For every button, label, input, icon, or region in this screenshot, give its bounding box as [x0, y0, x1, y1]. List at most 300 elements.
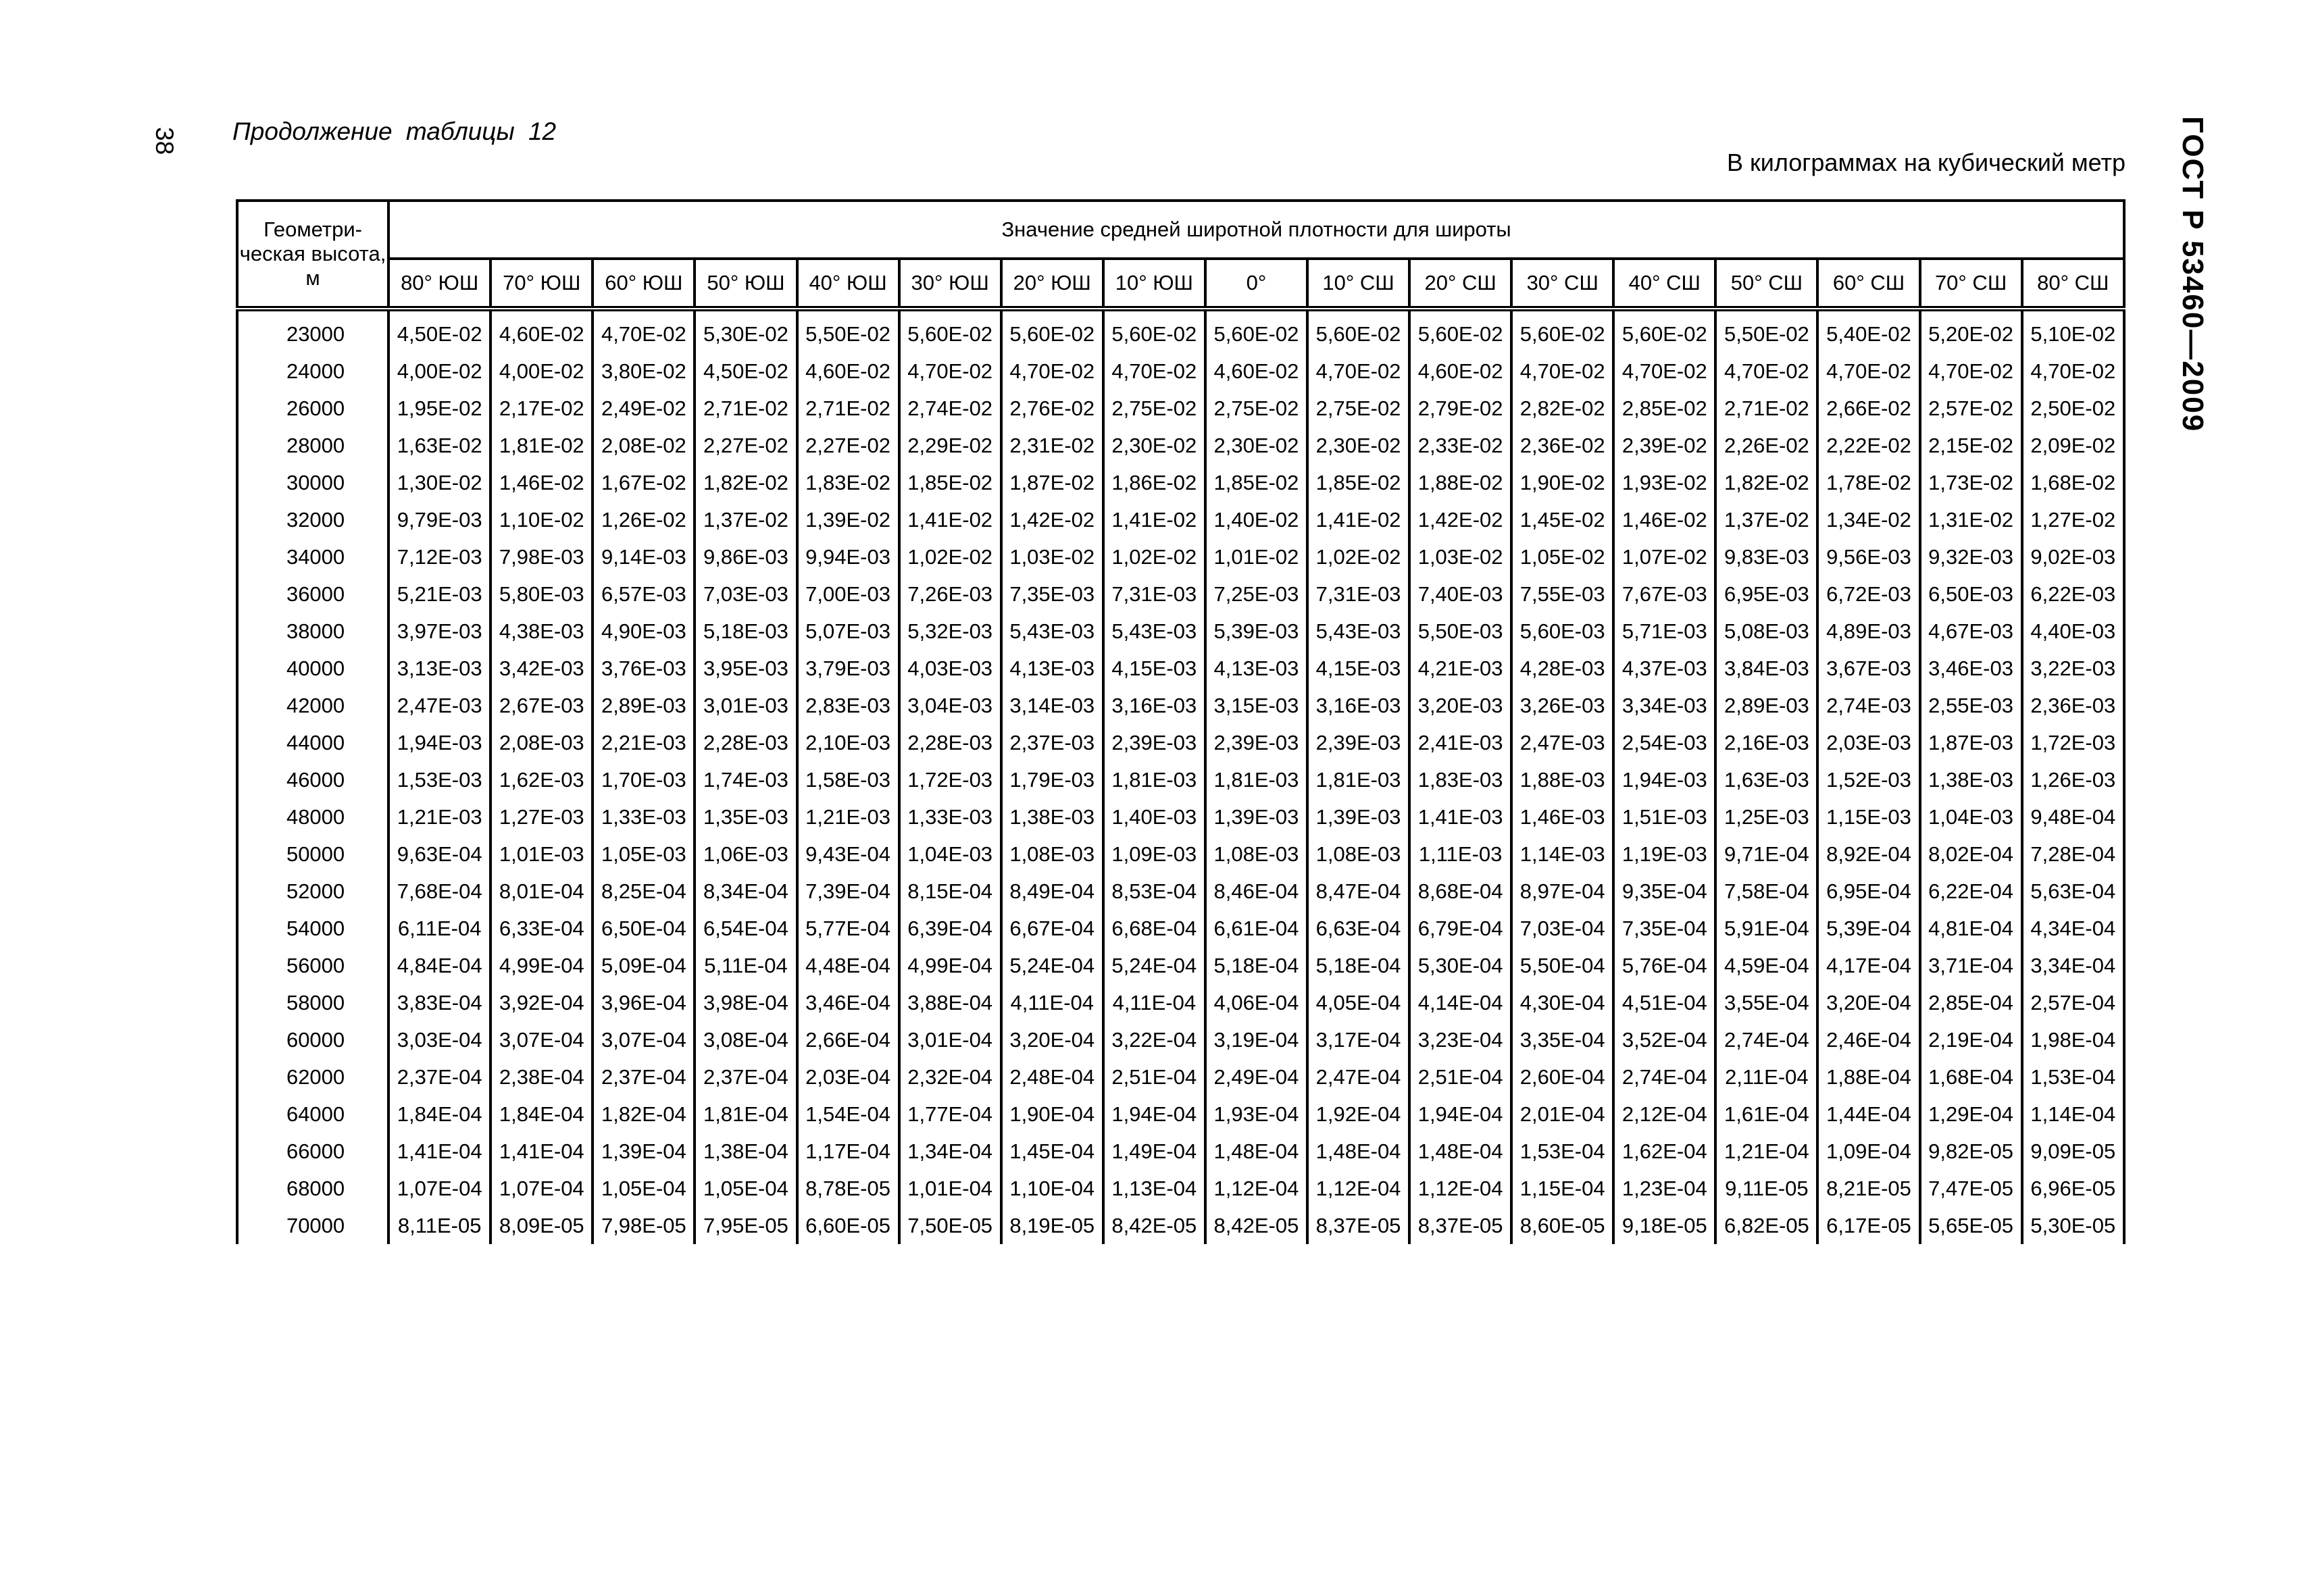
- density-cell: 5,80E-03: [491, 575, 593, 613]
- density-cell: 1,86E-02: [1103, 464, 1205, 501]
- density-cell: 3,96E-04: [593, 984, 695, 1021]
- density-cell: 5,24E-04: [1001, 947, 1103, 984]
- density-cell: 1,07E-04: [491, 1170, 593, 1207]
- density-cell: 1,41E-04: [388, 1133, 491, 1170]
- density-cell: 1,83E-03: [1409, 761, 1511, 798]
- density-cell: 1,45E-02: [1511, 501, 1613, 538]
- density-cell: 3,95E-03: [695, 650, 797, 687]
- density-cell: 1,02E-02: [1307, 538, 1409, 575]
- density-cell: 1,88E-03: [1511, 761, 1613, 798]
- density-cell: 1,63E-03: [1715, 761, 1817, 798]
- density-cell: 2,54E-03: [1613, 724, 1715, 761]
- density-cell: 8,42E-05: [1205, 1207, 1307, 1244]
- density-cell: 4,99E-04: [899, 947, 1001, 984]
- density-cell: 7,47E-05: [1920, 1170, 2022, 1207]
- density-cell: 1,25E-03: [1715, 798, 1817, 835]
- density-cell: 9,56E-03: [1817, 538, 1919, 575]
- density-cell: 8,53E-04: [1103, 873, 1205, 910]
- density-cell: 8,42E-05: [1103, 1207, 1205, 1244]
- latitude-header: 50° СШ: [1715, 259, 1817, 309]
- density-cell: 5,60E-02: [1613, 309, 1715, 353]
- density-cell: 2,32E-04: [899, 1058, 1001, 1096]
- density-cell: 1,41E-02: [1103, 501, 1205, 538]
- density-cell: 5,08E-03: [1715, 613, 1817, 650]
- density-cell: 1,46E-03: [1511, 798, 1613, 835]
- density-cell: 2,03E-03: [1817, 724, 1919, 761]
- density-cell: 4,14E-04: [1409, 984, 1511, 1021]
- density-cell: 3,92E-04: [491, 984, 593, 1021]
- density-cell: 1,15E-04: [1511, 1170, 1613, 1207]
- density-cell: 1,14E-04: [2022, 1096, 2124, 1133]
- density-cell: 1,84E-04: [388, 1096, 491, 1133]
- altitude-cell: 46000: [237, 761, 388, 798]
- density-cell: 5,10E-02: [2022, 309, 2124, 353]
- density-cell: 8,68E-04: [1409, 873, 1511, 910]
- density-cell: 5,09E-04: [593, 947, 695, 984]
- table-row: [237, 390, 2124, 427]
- density-cell: 1,29E-04: [1920, 1096, 2022, 1133]
- density-cell: 3,20E-04: [1001, 1021, 1103, 1058]
- density-cell: 2,36E-02: [1511, 427, 1613, 464]
- density-cell: 2,37E-04: [388, 1058, 491, 1096]
- density-cell: 4,40E-03: [2022, 613, 2124, 650]
- density-cell: 6,50E-04: [593, 910, 695, 947]
- density-cell: 1,53E-03: [388, 761, 491, 798]
- density-cell: 4,60E-02: [1205, 353, 1307, 390]
- density-cell: 3,08E-04: [695, 1021, 797, 1058]
- density-cell: 6,63E-04: [1307, 910, 1409, 947]
- density-cell: 2,46E-04: [1817, 1021, 1919, 1058]
- altitude-cell: 62000: [237, 1058, 388, 1096]
- table-row: [237, 798, 2124, 835]
- density-cell: 4,50E-02: [695, 353, 797, 390]
- density-cell: 1,33E-03: [593, 798, 695, 835]
- density-cell: 1,05E-04: [593, 1170, 695, 1207]
- density-cell: 1,02E-02: [899, 538, 1001, 575]
- density-cell: 1,17E-04: [797, 1133, 899, 1170]
- density-cell: 4,70E-02: [2022, 353, 2124, 390]
- density-cell: 2,66E-04: [797, 1021, 899, 1058]
- altitude-cell: 56000: [237, 947, 388, 984]
- density-cell: 3,42E-03: [491, 650, 593, 687]
- density-cell: 4,70E-02: [593, 309, 695, 353]
- density-cell: 2,66E-02: [1817, 390, 1919, 427]
- density-cell: 6,82E-05: [1715, 1207, 1817, 1244]
- density-cell: 4,70E-02: [1715, 353, 1817, 390]
- altitude-cell: 42000: [237, 687, 388, 724]
- density-cell: 4,37E-03: [1613, 650, 1715, 687]
- table-row: [237, 947, 2124, 984]
- density-cell: 8,15E-04: [899, 873, 1001, 910]
- density-cell: 1,85E-02: [899, 464, 1001, 501]
- density-cell: 5,07E-03: [797, 613, 899, 650]
- density-cell: 1,21E-03: [388, 798, 491, 835]
- altitude-cell: 30000: [237, 464, 388, 501]
- density-cell: 3,01E-04: [899, 1021, 1001, 1058]
- density-cell: 5,60E-02: [1103, 309, 1205, 353]
- density-cell: 1,49E-04: [1103, 1133, 1205, 1170]
- density-cell: 4,06E-04: [1205, 984, 1307, 1021]
- density-cell: 2,85E-04: [1920, 984, 2022, 1021]
- density-cell: 4,99E-04: [491, 947, 593, 984]
- density-cell: 1,27E-02: [2022, 501, 2124, 538]
- density-cell: 8,19E-05: [1001, 1207, 1103, 1244]
- density-cell: 1,04E-03: [899, 835, 1001, 873]
- density-cell: 1,90E-02: [1511, 464, 1613, 501]
- density-cell: 5,43E-03: [1307, 613, 1409, 650]
- density-cell: 6,96E-05: [2022, 1170, 2124, 1207]
- latitude-header: 0°: [1205, 259, 1307, 309]
- density-cell: 1,58E-03: [797, 761, 899, 798]
- density-cell: 1,94E-04: [1103, 1096, 1205, 1133]
- density-cell: 8,37E-05: [1409, 1207, 1511, 1244]
- density-cell: 2,57E-02: [1920, 390, 2022, 427]
- density-cell: 8,60E-05: [1511, 1207, 1613, 1244]
- density-cell: 1,93E-02: [1613, 464, 1715, 501]
- density-cell: 4,13E-03: [1205, 650, 1307, 687]
- density-cell: 2,12E-04: [1613, 1096, 1715, 1133]
- density-cell: 7,28E-04: [2022, 835, 2124, 873]
- density-cell: 9,35E-04: [1613, 873, 1715, 910]
- density-cell: 2,38E-04: [491, 1058, 593, 1096]
- density-cell: 5,50E-04: [1511, 947, 1613, 984]
- density-cell: 1,90E-04: [1001, 1096, 1103, 1133]
- density-cell: 1,03E-02: [1409, 538, 1511, 575]
- density-cell: 2,30E-02: [1205, 427, 1307, 464]
- density-cell: 2,27E-02: [695, 427, 797, 464]
- density-cell: 1,19E-03: [1613, 835, 1715, 873]
- density-cell: 5,50E-02: [1715, 309, 1817, 353]
- density-cell: 1,81E-02: [491, 427, 593, 464]
- density-cell: 4,00E-02: [388, 353, 491, 390]
- table-row: [237, 575, 2124, 613]
- density-cell: 6,72E-03: [1817, 575, 1919, 613]
- density-cell: 2,19E-04: [1920, 1021, 2022, 1058]
- density-cell: 8,49E-04: [1001, 873, 1103, 910]
- density-cell: 1,07E-02: [1613, 538, 1715, 575]
- density-cell: 9,82E-05: [1920, 1133, 2022, 1170]
- density-cell: 1,21E-03: [797, 798, 899, 835]
- altitude-cell: 50000: [237, 835, 388, 873]
- table-row: [237, 873, 2124, 910]
- table-row: [237, 1021, 2124, 1058]
- density-cell: 4,60E-02: [1409, 353, 1511, 390]
- density-cell: 3,71E-04: [1920, 947, 2022, 984]
- density-cell: 1,13E-04: [1103, 1170, 1205, 1207]
- density-cell: 2,51E-04: [1103, 1058, 1205, 1096]
- density-cell: 8,11E-05: [388, 1207, 491, 1244]
- density-cell: 3,16E-03: [1103, 687, 1205, 724]
- density-cell: 2,39E-03: [1205, 724, 1307, 761]
- density-cell: 1,02E-02: [1103, 538, 1205, 575]
- altitude-cell: 66000: [237, 1133, 388, 1170]
- density-cell: 5,18E-03: [695, 613, 797, 650]
- density-cell: 1,98E-04: [2022, 1021, 2124, 1058]
- density-cell: 9,18E-05: [1613, 1207, 1715, 1244]
- density-cell: 6,50E-03: [1920, 575, 2022, 613]
- density-cell: 1,38E-03: [1001, 798, 1103, 835]
- density-cell: 4,59E-04: [1715, 947, 1817, 984]
- latitude-header: 20° СШ: [1409, 259, 1511, 309]
- latitude-header: 40° ЮШ: [797, 259, 899, 309]
- density-cell: 1,45E-04: [1001, 1133, 1103, 1170]
- density-cell: 5,77E-04: [797, 910, 899, 947]
- density-cell: 1,05E-02: [1511, 538, 1613, 575]
- density-cell: 3,20E-04: [1817, 984, 1919, 1021]
- density-cell: 3,19E-04: [1205, 1021, 1307, 1058]
- density-cell: 1,62E-03: [491, 761, 593, 798]
- density-cell: 5,30E-05: [2022, 1207, 2124, 1244]
- density-cell: 3,23E-04: [1409, 1021, 1511, 1058]
- density-cell: 1,82E-02: [695, 464, 797, 501]
- table-row: [237, 687, 2124, 724]
- density-cell: 5,63E-04: [2022, 873, 2124, 910]
- density-cell: 1,33E-03: [899, 798, 1001, 835]
- density-cell: 3,34E-04: [2022, 947, 2124, 984]
- density-cell: 6,95E-04: [1817, 873, 1919, 910]
- density-cell: 2,60E-04: [1511, 1058, 1613, 1096]
- density-cell: 2,75E-02: [1307, 390, 1409, 427]
- density-cell: 2,37E-03: [1001, 724, 1103, 761]
- density-cell: 1,01E-03: [491, 835, 593, 873]
- density-cell: 3,26E-03: [1511, 687, 1613, 724]
- density-cell: 2,28E-03: [899, 724, 1001, 761]
- density-cell: 4,51E-04: [1613, 984, 1715, 1021]
- table-continuation-caption: Продолжение таблицы 12: [232, 118, 557, 145]
- density-cell: 1,41E-02: [899, 501, 1001, 538]
- latitude-header: 30° СШ: [1511, 259, 1613, 309]
- density-cell: 1,12E-04: [1409, 1170, 1511, 1207]
- density-cell: 6,60E-05: [797, 1207, 899, 1244]
- density-cell: 7,12E-03: [388, 538, 491, 575]
- density-cell: 1,87E-02: [1001, 464, 1103, 501]
- density-cell: 1,94E-03: [1613, 761, 1715, 798]
- density-cell: 1,87E-03: [1920, 724, 2022, 761]
- density-cell: 2,48E-04: [1001, 1058, 1103, 1096]
- density-cell: 8,25E-04: [593, 873, 695, 910]
- density-cell: 7,40E-03: [1409, 575, 1511, 613]
- density-cell: 4,67E-03: [1920, 613, 2022, 650]
- density-cell: 7,67E-03: [1613, 575, 1715, 613]
- table-row: [237, 1133, 2124, 1170]
- density-cell: 5,40E-02: [1817, 309, 1919, 353]
- density-cell: 6,57E-03: [593, 575, 695, 613]
- density-cell: 7,26E-03: [899, 575, 1001, 613]
- density-cell: 4,28E-03: [1511, 650, 1613, 687]
- table-row: [237, 309, 2124, 353]
- density-cell: 1,12E-04: [1205, 1170, 1307, 1207]
- density-cell: 5,50E-02: [797, 309, 899, 353]
- density-cell: 8,97E-04: [1511, 873, 1613, 910]
- density-cell: 2,33E-02: [1409, 427, 1511, 464]
- altitude-cell: 44000: [237, 724, 388, 761]
- density-cell: 1,48E-04: [1409, 1133, 1511, 1170]
- density-cell: 2,37E-04: [593, 1058, 695, 1096]
- table-row: [237, 835, 2124, 873]
- density-cell: 1,14E-03: [1511, 835, 1613, 873]
- density-cell: 1,61E-04: [1715, 1096, 1817, 1133]
- density-cell: 1,46E-02: [491, 464, 593, 501]
- density-cell: 1,15E-03: [1817, 798, 1919, 835]
- altitude-cell: 32000: [237, 501, 388, 538]
- density-cell: 1,03E-02: [1001, 538, 1103, 575]
- density-cell: 5,76E-04: [1613, 947, 1715, 984]
- density-cell: 1,84E-04: [491, 1096, 593, 1133]
- density-cell: 5,60E-03: [1511, 613, 1613, 650]
- density-cell: 4,60E-02: [491, 309, 593, 353]
- density-cell: 4,15E-03: [1307, 650, 1409, 687]
- density-cell: 1,42E-02: [1409, 501, 1511, 538]
- density-cell: 1,09E-03: [1103, 835, 1205, 873]
- density-cell: 1,08E-03: [1001, 835, 1103, 873]
- density-cell: 1,54E-04: [797, 1096, 899, 1133]
- density-cell: 1,52E-03: [1817, 761, 1919, 798]
- density-cell: 4,70E-02: [1511, 353, 1613, 390]
- density-cell: 3,07E-04: [491, 1021, 593, 1058]
- density-cell: 5,21E-03: [388, 575, 491, 613]
- density-cell: 4,50E-02: [388, 309, 491, 353]
- density-cell: 5,30E-02: [695, 309, 797, 353]
- density-cell: 4,34E-04: [2022, 910, 2124, 947]
- density-cell: 2,30E-02: [1307, 427, 1409, 464]
- density-cell: 2,11E-04: [1715, 1058, 1817, 1096]
- latitude-header: 50° ЮШ: [695, 259, 797, 309]
- latitude-header-row: [237, 259, 2124, 309]
- density-cell: 5,20E-02: [1920, 309, 2022, 353]
- density-cell: 5,60E-02: [1307, 309, 1409, 353]
- density-cell: 1,26E-03: [2022, 761, 2124, 798]
- table-row: [237, 724, 2124, 761]
- density-cell: 1,39E-04: [593, 1133, 695, 1170]
- density-cell: 3,07E-04: [593, 1021, 695, 1058]
- density-cell: 3,35E-04: [1511, 1021, 1613, 1058]
- density-cell: 1,79E-03: [1001, 761, 1103, 798]
- density-cell: 5,32E-03: [899, 613, 1001, 650]
- altitude-cell: 70000: [237, 1207, 388, 1244]
- density-cell: 5,60E-02: [1511, 309, 1613, 353]
- density-cell: 3,55E-04: [1715, 984, 1817, 1021]
- density-cell: 1,72E-03: [2022, 724, 2124, 761]
- density-cell: 1,27E-03: [491, 798, 593, 835]
- density-cell: 5,60E-02: [1205, 309, 1307, 353]
- density-cell: 8,47E-04: [1307, 873, 1409, 910]
- density-cell: 2,74E-03: [1817, 687, 1919, 724]
- density-cell: 7,35E-04: [1613, 910, 1715, 947]
- density-cell: 1,85E-02: [1205, 464, 1307, 501]
- density-cell: 1,92E-04: [1307, 1096, 1409, 1133]
- density-cell: 6,22E-03: [2022, 575, 2124, 613]
- density-cell: 9,11E-05: [1715, 1170, 1817, 1207]
- density-cell: 5,50E-03: [1409, 613, 1511, 650]
- density-cell: 1,08E-03: [1205, 835, 1307, 873]
- density-cell: 2,74E-04: [1613, 1058, 1715, 1096]
- table-row: [237, 1058, 2124, 1096]
- density-cell: 2,39E-03: [1307, 724, 1409, 761]
- density-cell: 1,26E-02: [593, 501, 695, 538]
- density-cell: 4,17E-04: [1817, 947, 1919, 984]
- density-cell: 2,15E-02: [1920, 427, 2022, 464]
- altitude-cell: 28000: [237, 427, 388, 464]
- density-cell: 1,53E-04: [2022, 1058, 2124, 1096]
- density-cell: 2,47E-03: [1511, 724, 1613, 761]
- density-cell: 7,98E-03: [491, 538, 593, 575]
- density-cell: 2,17E-02: [491, 390, 593, 427]
- density-cell: 5,18E-04: [1205, 947, 1307, 984]
- density-cell: 2,30E-02: [1103, 427, 1205, 464]
- density-cell: 1,88E-02: [1409, 464, 1511, 501]
- density-cell: 2,28E-03: [695, 724, 797, 761]
- density-cell: 5,43E-03: [1001, 613, 1103, 650]
- density-cell: 2,75E-02: [1103, 390, 1205, 427]
- density-cell: 2,67E-03: [491, 687, 593, 724]
- density-cell: 5,30E-04: [1409, 947, 1511, 984]
- units-caption: В килограммах на кубический метр: [1726, 149, 2126, 176]
- density-cell: 1,94E-04: [1409, 1096, 1511, 1133]
- density-cell: 7,58E-04: [1715, 873, 1817, 910]
- density-cell: 1,81E-03: [1205, 761, 1307, 798]
- density-cell: 3,13E-03: [388, 650, 491, 687]
- density-cell: 7,31E-03: [1307, 575, 1409, 613]
- density-cell: 3,22E-03: [2022, 650, 2124, 687]
- density-cell: 1,10E-04: [1001, 1170, 1103, 1207]
- density-cell: 1,39E-03: [1307, 798, 1409, 835]
- density-cell: 1,23E-04: [1613, 1170, 1715, 1207]
- density-cell: 9,09E-05: [2022, 1133, 2124, 1170]
- density-cell: 8,37E-05: [1307, 1207, 1409, 1244]
- altitude-cell: 60000: [237, 1021, 388, 1058]
- density-cell: 8,92E-04: [1817, 835, 1919, 873]
- density-cell: 6,39E-04: [899, 910, 1001, 947]
- density-cell: 5,60E-02: [1409, 309, 1511, 353]
- density-cell: 5,91E-04: [1715, 910, 1817, 947]
- altitude-cell: 52000: [237, 873, 388, 910]
- density-cell: 6,95E-03: [1715, 575, 1817, 613]
- density-cell: 6,79E-04: [1409, 910, 1511, 947]
- density-cell: 9,63E-04: [388, 835, 491, 873]
- density-cell: 1,05E-03: [593, 835, 695, 873]
- density-cell: 1,68E-02: [2022, 464, 2124, 501]
- density-cell: 2,85E-02: [1613, 390, 1715, 427]
- density-cell: 6,11E-04: [388, 910, 491, 947]
- density-cell: 8,78E-05: [797, 1170, 899, 1207]
- density-cell: 9,32E-03: [1920, 538, 2022, 575]
- density-cell: 1,83E-02: [797, 464, 899, 501]
- density-cell: 1,81E-03: [1307, 761, 1409, 798]
- density-cell: 6,68E-04: [1103, 910, 1205, 947]
- density-cell: 8,46E-04: [1205, 873, 1307, 910]
- density-cell: 2,47E-03: [388, 687, 491, 724]
- density-cell: 9,79E-03: [388, 501, 491, 538]
- density-cell: 3,34E-03: [1613, 687, 1715, 724]
- latitude-header: 40° СШ: [1613, 259, 1715, 309]
- group-header-row: [237, 201, 2124, 259]
- density-cell: 7,39E-04: [797, 873, 899, 910]
- density-cell: 2,74E-02: [899, 390, 1001, 427]
- density-cell: 1,42E-02: [1001, 501, 1103, 538]
- density-cell: 1,78E-02: [1817, 464, 1919, 501]
- density-cell: 9,02E-03: [2022, 538, 2124, 575]
- density-cell: 2,26E-02: [1715, 427, 1817, 464]
- altitude-cell: 34000: [237, 538, 388, 575]
- density-cell: 2,51E-04: [1409, 1058, 1511, 1096]
- latitude-header: 60° ЮШ: [593, 259, 695, 309]
- density-cell: 8,09E-05: [491, 1207, 593, 1244]
- density-cell: 2,75E-02: [1205, 390, 1307, 427]
- density-cell: 4,15E-03: [1103, 650, 1205, 687]
- density-cell: 2,22E-02: [1817, 427, 1919, 464]
- density-cell: 5,60E-02: [899, 309, 1001, 353]
- altitude-cell: 24000: [237, 353, 388, 390]
